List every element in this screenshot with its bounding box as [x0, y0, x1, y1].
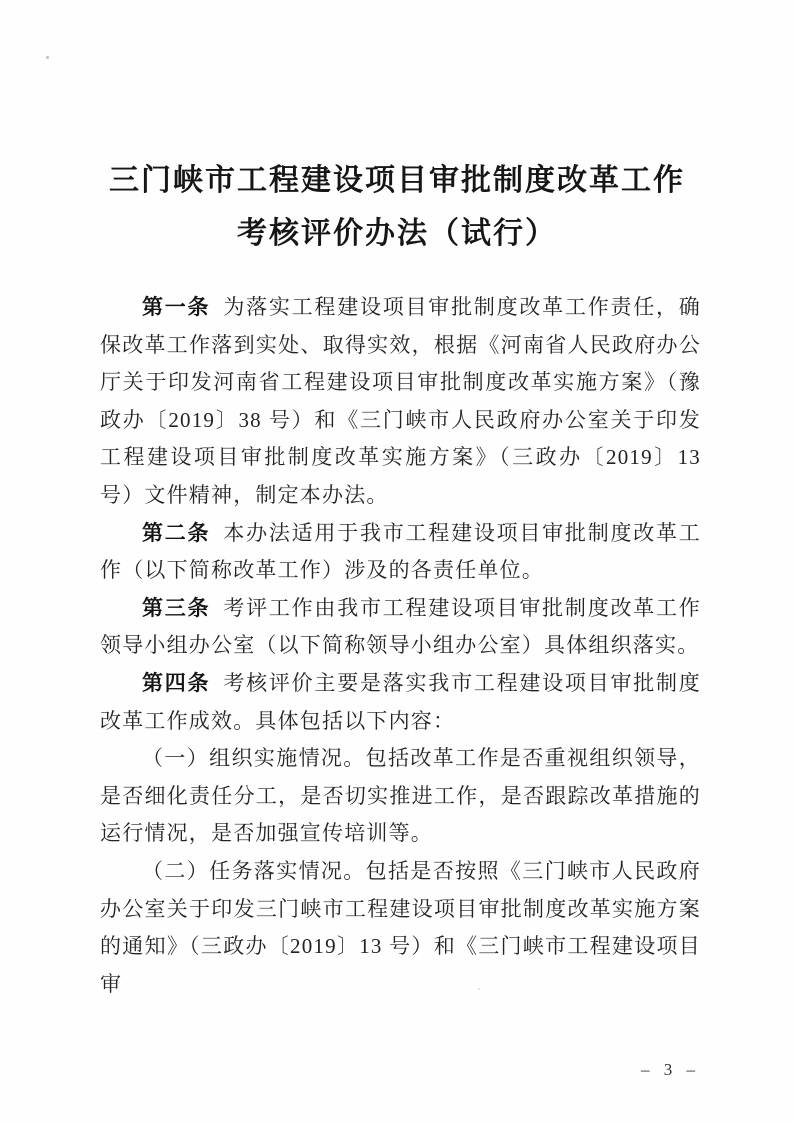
article-text: 为落实工程建设项目审批制度改革工作责任，确保改革工作落到实处、取得实效，根据《河南省人民政府办公厅关于印发河南省工程建设项目审批制度改革实施方案》（豫政办〔2019〕38 号）和《三门峡市人民政府办公室关于印发工程建设项目审批制度改革实施方案》（三政办〔2019〕13 号）文件精神，制定本办法。	[100, 295, 701, 507]
article-text: （二）任务落实情况。包括是否按照《三门峡市人民政府办公室关于印发三门峡市工程建设项目审批制度改革实施方案的通知》（三政办〔2019〕13 号）和《三门峡市工程建设项目审	[100, 858, 701, 996]
article-text: （一）组织实施情况。包括改革工作是否重视组织领导，是否细化责任分工，是否切实推进工作，是否跟踪改革措施的运行情况，是否加强宣传培训等。	[100, 746, 701, 846]
document-title	[0, 154, 794, 260]
document-title-line-1: 三门峡市工程建设项目审批制度改革工作	[109, 164, 685, 198]
article-number-label: 第三条	[142, 595, 211, 620]
article-text: 本办法适用于我市工程建设项目审批制度改革工作（以下简称改革工作）涉及的各责任单位。	[100, 520, 701, 583]
article-number-label: 第一条	[142, 295, 211, 319]
page-number: – 3 –	[641, 1060, 700, 1079]
article-text: 考核评价主要是落实我市工程建设项目审批制度改革工作成效。具体包括以下内容：	[100, 670, 701, 733]
article-paragraph-4	[100, 665, 701, 740]
article-paragraph-2	[100, 515, 701, 590]
article-text: 考评工作由我市工程建设项目审批制度改革工作领导小组办公室（以下简称领导小组办公室）具体组织落实。	[100, 595, 701, 658]
scan-speck	[46, 56, 49, 59]
list-item-paragraph-2	[100, 853, 701, 1003]
document-title-line-2: 考核评价办法（试行）	[237, 217, 557, 251]
document-body	[100, 289, 701, 1003]
article-paragraph-1	[100, 289, 701, 515]
article-number-label: 第二条	[142, 520, 211, 545]
article-paragraph-3	[100, 590, 701, 665]
list-item-paragraph-1	[100, 740, 701, 853]
article-number-label: 第四条	[142, 670, 211, 695]
